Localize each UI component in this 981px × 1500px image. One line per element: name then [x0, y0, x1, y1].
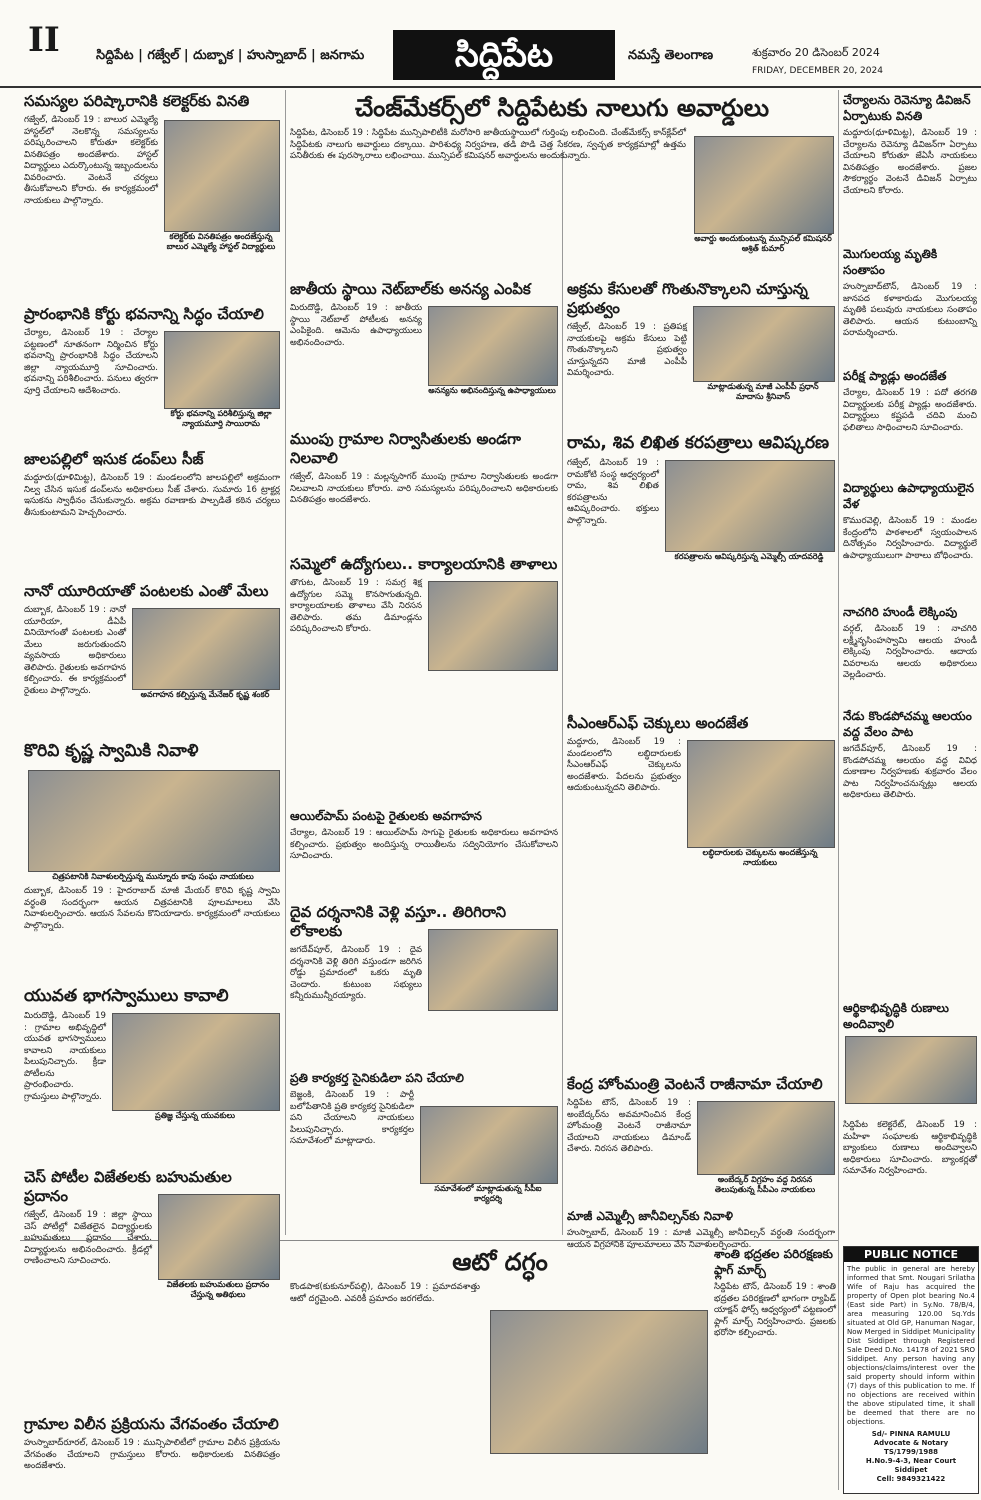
newspaper-brand: నమస్తే తెలంగాణ: [628, 48, 714, 63]
notice-title: PUBLIC NOTICE: [844, 1247, 978, 1262]
article-body: కొండపాక(కుకునూర్‌పల్లి), డిసెంబర్ 19 : ప్రమాదవశాత్తు ఆటో దగ్ధమైంది. ఎవరికీ ప్రమాదం జరగలేదు.: [290, 1282, 480, 1304]
edition-title: సిద్దిపేట: [393, 30, 615, 80]
photo-caption: అవార్డు అందుకుంటున్న మున్సిపల్ కమిషనర్ ఆశ్రిత్ కుమార్: [694, 234, 832, 253]
headline: యువత భాగస్వాములు కావాలి: [24, 986, 229, 1006]
news-photo: [132, 608, 280, 690]
headline: పరీక్ష ప్యాడ్లు అందజేత: [843, 369, 947, 383]
article-body: సిద్దిపేట, డిసెంబర్ 19 : సిద్దిపేట మున్సిపాలిటీకి మరోసారి జాతీయస్థాయిలో గుర్తింపు లభించింది. చేంజ్‌మేకర్స్ కాన్‌క్లేవ్‌లో సిద్దిపేటకు నాలుగు అవార్డులు దక్కాయి. పారిశుధ్య నిర్వహణ, తడి పొడి చెత్త సేకరణ, స్వచ్ఛత కార్యక్రమాల్లో ఉత్తమ పనితీరుకు ఈ పురస్కారాలు లభించాయి. మున్సిపల్ కమిషనర్ అవార్డులను అందుకున్నారు.: [290, 128, 686, 161]
news-photo: [693, 306, 835, 382]
news-photo: [697, 1101, 835, 1175]
article-false-cases: [290, 1070, 558, 1235]
article-body: బెజ్జంకి, డిసెంబర్ 19 : పార్టీ బలోపేతానికి ప్రతి కార్యకర్త సైనికుడిలా పని చేయాలని నాయకులు పిలుపునిచ్చారు. కార్యకర్తల సమావేశంలో మాట్లాడారు.: [290, 1090, 414, 1146]
article-students-teachers: [843, 480, 977, 600]
news-photo: [665, 460, 835, 552]
article-body: మద్దూరు(ధూళిమిట్ట), డిసెంబర్ 19 : మండలంలోని జాలపల్లిలో అక్రమంగా నిల్వ చేసిన ఇసుక డంప్‌లను అధికారులు సీజ్ చేశారు. సుమారు 16 ట్రాక్టర్ల ఇసుకను స్వాధీనం చేసుకున్నారు. అక్రమ రవాణాకు పాల్పడితే కఠిన చర్యలు తీసుకుంటామని హెచ్చరించారు.: [24, 473, 280, 518]
headline: శాంతి భద్రతల పరిరక్షణకు ఫ్లాగ్ మార్చ్: [714, 1247, 833, 1277]
page-number: II: [28, 20, 60, 60]
date-telugu: శుక్రవారం 20 డిసెంబర్ 2024: [752, 46, 880, 59]
news-photo: [845, 1036, 977, 1104]
article-submerged-villages: [290, 280, 558, 400]
photo-caption: సమావేశంలో మాట్లాడుతున్న సీపీఐ కార్యదర్శి: [434, 1184, 542, 1203]
headline: సమస్యల పరిష్కారానికి కలెక్టర్‌కు వినతి: [24, 92, 250, 110]
news-photo: [687, 740, 835, 848]
article-netball-selection: [843, 1000, 977, 1240]
headline: ఆయిల్‌పామ్ పంటపై రైతులకు అవగాహన: [290, 809, 482, 823]
article-hundi-count: [843, 604, 977, 704]
news-photo: [28, 770, 280, 872]
article-body: కొమురవెల్లి, డిసెంబర్ 19 : మండల కేంద్రంలోని పాఠశాలలో స్వయంపాలన దినోత్సవం నిర్వహించారు. విద్యార్థులే ఉపాధ్యాయులుగా పాఠాలు బోధించారు.: [843, 516, 977, 561]
article-auction: [843, 708, 977, 826]
headline: ఆటో దగ్ధం: [452, 1248, 548, 1276]
headline: సమ్మెలో ఉద్యోగులు.. కార్యాలయానికి తాళాలు: [290, 555, 558, 573]
article-revenue-division: [843, 92, 977, 242]
article-youth-participation: [24, 985, 280, 1165]
article-body: వర్గల్, డిసెంబర్ 19 : నాచగిరి లక్ష్మీనృసింహస్వామి ఆలయ హుండీ లెక్కింపు నిర్వహించారు. ఆదాయ వివరాలను ఆలయ అధికారులు వెల్లడించారు.: [843, 624, 977, 680]
article-body: చేర్యాల, డిసెంబర్ 19 : పదో తరగతి విద్యార్థులకు పరీక్ష ప్యాడ్లు అందజేశారు. విద్యార్థులు కష్టపడి చదివి మంచి ఫలితాలు సాధించాలని సూచించారు.: [843, 388, 977, 433]
article-body: జగదేవ్‌పూర్, డిసెంబర్ 19 : కొండపోచమ్మ ఆలయం వద్ద వివిధ దుకాణాల నిర్వహణకు శుక్రవారం వేలం పాట నిర్వహించనున్నట్లు ఆలయ అధికారులు తెలిపారు.: [843, 744, 977, 800]
headline: మాజీ ఎమ్మెల్సీ జానీవిల్సన్‌కు నివాళి: [567, 1209, 733, 1223]
article-condolence: [843, 246, 977, 364]
article-party-worker: [290, 903, 558, 1063]
headline: సీఎంఆర్‌ఎఫ్ చెక్కులు అందజేత: [567, 714, 749, 732]
photo-caption: కోర్టు భవనాన్ని పరిశీలిస్తున్న జిల్లా న్యాయమూర్తి సాయిరామ: [170, 409, 272, 428]
headline: రామ, శివ లిఖిత కరపత్రాలు ఆవిష్కరణ: [567, 433, 830, 453]
notice-signature: Sd/- PINNA RAMULU Advocate & Notary TS/1799/1988 H.No.9-4-3, Near Court Siddipet Cell: 9849321422: [865, 1430, 957, 1483]
article-body: హుస్నాబాద్, డిసెంబర్ 19 : మాజీ ఎమ్మెల్సీ జానీవిల్సన్ వర్ధంతి సందర్భంగా ఆయన విగ్రహానికి పూలమాలలు వేసి నివాళులర్పించారు.: [567, 1228, 835, 1250]
article-chess-prizes: [24, 1168, 280, 1310]
article-employees-strike: [290, 430, 558, 550]
lead-headline: చేంజ్‌మేకర్స్‌లో సిద్దిపేటకు నాలుగు అవార్డులు: [354, 94, 770, 122]
article-oilpalm-awareness: [290, 555, 558, 715]
article-body: దుబ్బాక, డిసెంబర్ 19 : హైదరాబాద్ మాజీ మేయర్ కొరివి కృష్ణ స్వామి వర్ధంతి సందర్భంగా ఆయన చిత్రపటానికి పూలమాలలు వేసి నివాళులర్పించారు. ఆయన సేవలను కొనియాడారు. కార్యక్రమంలో నాయకులు పాల్గొన్నారు.: [24, 886, 280, 931]
photo-caption: అంబేద్కర్ విగ్రహం వద్ద నిరసన తెలుపుతున్న సీపీఎం నాయకులు: [714, 1175, 816, 1194]
headline: మొగులయ్య మృతికి సంతాపం: [843, 247, 938, 277]
article-body: హుస్నాబాద్‌రూరల్, డిసెంబర్ 19 : మున్సిపాలిటీలో గ్రామాల విలీన ప్రక్రియను వేగవంతం చేయాలని గ్రామస్తులు కోరారు. అధికారులకు వినతిపత్రం అందజేశారు.: [24, 1438, 280, 1471]
notice-body: The public in general are hereby informed that Smt. Nougari Srilatha Wife of Raju has acquired the property of Open plot bearing No.4 (East side Part) in Sy.No. 78/B/4, area measuring 120.00 Sq.Yds situated at Old GP, Hanuman Nagar, Now Merged in Siddipet Municipality Dist Siddipet through Registered Sale Deed D.No. 14178 of 2021 SRO Siddipet. Any person having any objections/claims/interest over the said property should inform within (7) days of this publication to me. If no objections are received within the above stipulated time, it shall be deemed that there are no objections.: [847, 1265, 975, 1426]
news-photo: [694, 136, 834, 234]
article-pamphlet-release: [567, 280, 835, 430]
photo-caption: మాట్లాడుతున్న మాజీ ఎంపీపీ ప్రధాన్ మాదాసు శ్రీనివాస్: [707, 382, 819, 401]
article-body: హుస్నాబాద్‌టౌన్, డిసెంబర్ 19 : జానపద కళాకారుడు మొగులయ్య మృతికి పలువురు నాయకులు సంతాపం తెలిపారు. ఆయన కుటుంబాన్ని పరామర్శించారు.: [843, 282, 977, 338]
article-auto-fire: [567, 1205, 835, 1250]
article-body: గజ్వేల్, డిసెంబర్ 19 : ప్రతిపక్ష నాయకులపై అక్రమ కేసులు పెట్టి గొంతునొక్కాలని ప్రభుత్వం చూస్తున్నదని మాజీ ఎంపీపీ విమర్శించారు.: [567, 322, 687, 378]
headline: కేంద్ర హోంమంత్రి వెంటనే రాజీనామా చేయాలి: [567, 1075, 823, 1093]
headline: విద్యార్థులు ఉపాధ్యాయులైన వేళ: [843, 481, 975, 511]
article-flag-march: [290, 1246, 710, 1496]
article-body: తొగుట, డిసెంబర్ 19 : సమగ్ర శిక్ష ఉద్యోగుల సమ్మె కొనసాగుతున్నది. కార్యాలయాలకు తాళాలు వేసి నిరసన తెలిపారు. తమ డిమాండ్లను పరిష్కరించాలని కోరారు.: [290, 578, 422, 634]
article-body: మద్దూరు, డిసెంబర్ 19 : మండలంలోని లబ్ధిదారులకు సీఎంఆర్‌ఎఫ్ చెక్కులను అందజేశారు. పేదలను ప్రభుత్వం ఆదుకుంటున్నదని తెలిపారు.: [567, 737, 681, 793]
photo-caption: ప్రతిజ్ఞ చేస్తున్న యువకులు: [155, 1111, 235, 1120]
date-english: FRIDAY, DECEMBER 20, 2024: [752, 66, 883, 76]
photo-caption: కలెక్టర్‌కు వినతిపత్రం అందజేస్తున్న బాలుర ఎమ్మెల్యే హాస్టల్ విద్యార్థులు: [166, 232, 276, 251]
headline: నాచగిరి హుండీ లెక్కింపు: [843, 605, 958, 619]
article-janiwilson-tribute: [567, 1075, 835, 1205]
article-body: మద్దూరు(ధూళిమిట్ట), డిసెంబర్ 19 : చేర్యాలను రెవెన్యూ డివిజన్‌గా ఏర్పాటు చేయాలని కోరుతూ జేఏసీ నాయకులు వినతిపత్రం అందజేశారు. ప్రజల సౌకర్యార్థం వెంటనే డివిజన్ ఏర్పాటు చేయాలని కోరారు.: [843, 128, 977, 196]
article-home-minister-resign: [567, 714, 835, 914]
news-photo: [428, 306, 558, 386]
article-collector-petition: [24, 92, 280, 302]
article-court-building: [24, 305, 280, 445]
headline: ప్రతి కార్యకర్త సైనికుడిలా పని చేయాలి: [290, 1071, 464, 1085]
news-photo: [420, 1106, 558, 1184]
headline: అక్రమ కేసులతో గొంతునొక్కాలని చూస్తున్న ప్రభుత్వం: [567, 280, 808, 317]
article-sand-seize: [24, 450, 280, 580]
article-changemakers-awards: [290, 92, 834, 272]
public-notice: [843, 1246, 979, 1494]
headline: గ్రామాల విలీన ప్రక్రియను వేగవంతం చేయాలి: [24, 1415, 279, 1433]
article-road-accident: [290, 808, 558, 898]
article-body: గజ్వేల్, డిసెంబర్ 19 : బాలుర ఎమ్మెల్యే హాస్టల్‌లో నెలకొన్న సమస్యలను పరిష్కరించాలని కోరుతూ కలెక్టర్‌కు వినతిపత్రం అందజేశారు. హాస్టల్ విద్యార్థులు ఎదుర్కొంటున్న ఇబ్బందులను వివరించారు. వెంటనే చర్యలు తీసుకోవాలని కోరారు. ఈ కార్యక్రమంలో నాయకులు పాల్గొన్నారు.: [24, 115, 158, 206]
article-body: మిరుదొడ్డి, డిసెంబర్ 19 : జాతీయ స్థాయి నెట్‌బాల్ పోటీలకు అనన్య ఎంపికైంది. ఆమెను ఉపాధ్యాయులు అభినందించారు.: [290, 303, 422, 348]
news-photo: [428, 581, 558, 671]
district-list: సిద్దిపేట | గజ్వేల్ | దుబ్బాక | హుస్నాబాద్ | జనగామ: [96, 48, 365, 63]
photo-caption: విజేతలకు బహుమతులు ప్రదానం చేస్తున్న అతిథులు: [166, 1280, 270, 1299]
article-body: సిద్దిపేట కలెక్టరేట్, డిసెంబర్ 19 : మహిళా సంఘాలకు ఆర్థికాభివృద్ధికి బ్యాంకులు రుణాలు అందివ్వాలని అధికారులు సూచించారు. బ్యాంకర్లతో సమావేశం నిర్వహించారు.: [843, 1120, 977, 1176]
news-photo: [428, 929, 558, 1011]
article-body: గజ్వేల్, డిసెంబర్ 19 : రామకోటి సంస్థ ఆధ్వర్యంలో రామ, శివ లిఖిత కరపత్రాలను ఆవిష్కరించారు. భక్తులు పాల్గొన్నారు.: [567, 458, 659, 526]
headline: చెస్ పోటీల విజేతలకు బహుమతుల ప్రదానం: [24, 1168, 232, 1205]
headline: చేర్యాలను రెవెన్యూ డివిజన్ ఏర్పాటుకు వినతి: [843, 93, 971, 123]
article-korivi-tribute: [24, 740, 280, 980]
headline: జాలపల్లిలో ఇసుక డంప్‌లు సీజ్: [24, 450, 204, 468]
news-photo: [164, 120, 280, 232]
article-body: గజ్వేల్, డిసెంబర్ 19 : జిల్లా స్థాయి చెస్ పోటీల్లో విజేతలైన విద్యార్థులకు బహుమతులు ప్రదానం చేశారు. విద్యార్థులను అభినందించారు. క్రీడల్లో రాణించాలని సూచించారు.: [24, 1210, 152, 1266]
article-body: మిరుదొడ్డి, డిసెంబర్ 19 : గ్రామాల అభివృద్ధిలో యువత భాగస్వాములు కావాలని నాయకులు పిలుపునిచ్చారు. క్రీడా పోటీలను ప్రారంభించారు. గ్రామస్తులు పాల్గొన్నారు.: [24, 1011, 106, 1102]
article-body: దుబ్బాక, డిసెంబర్ 19 : నానో యూరియా, డీఏపీ వినియోగంతో పంటలకు ఎంతో మేలు జరుగుతుందని వ్యవసాయ అధికారులు తెలిపారు. రైతులకు అవగాహన కల్పించారు. ఈ కార్యక్రమంలో రైతులు పాల్గొన్నారు.: [24, 605, 126, 696]
article-nano-urea: [24, 582, 280, 732]
photo-caption: అనన్యను అభినందిస్తున్న ఉపాధ్యాయులు: [428, 386, 556, 395]
photo-caption: లబ్ధిదారులకు చెక్కులను అందజేస్తున్న నాయకులు: [702, 848, 818, 867]
headline: జాతీయ స్థాయి నెట్‌బాల్‌కు అనన్య ఎంపిక: [290, 280, 531, 298]
article-body: సిద్దిపేట టౌన్, డిసెంబర్ 19 : అంబేద్కర్‌ను అవమానించిన కేంద్ర హోంమంత్రి వెంటనే రాజీనామా చేయాలని నాయకులు డిమాండ్ చేశారు. నిరసన తెలిపారు.: [567, 1098, 691, 1154]
photo-caption: కరపత్రాలను ఆవిష్కరిస్తున్న ఎమ్మెల్సీ యాదవరెడ్డి: [674, 552, 824, 561]
news-photo: [164, 331, 280, 409]
headline: నానో యూరియాతో పంటలకు ఎంతో మేలు: [24, 582, 269, 600]
article-body: సిద్దిపేట టౌన్, డిసెంబర్ 19 : శాంతి భద్రతల పరిరక్షణలో భాగంగా ర్యాపిడ్ యాక్షన్ ఫోర్స్ ఆధ్వర్యంలో పట్టణంలో ఫ్లాగ్ మార్చ్ నిర్వహించారు. ప్రజలకు భరోసా కల్పించారు.: [714, 1282, 836, 1338]
headline: కొరివి కృష్ణ స్వామికి నివాళి: [24, 741, 199, 761]
article-body: చేర్యాల, డిసెంబర్ 19 : చేర్యాల పట్టణంలో నూతనంగా నిర్మించిన కోర్టు భవనాన్ని ప్రారంభానికి సిద్ధం చేయాలని జిల్లా న్యాయమూర్తి సూచించారు. భవనాన్ని పరిశీలించారు. పనులు త్వరగా పూర్తి చేయాలని ఆదేశించారు.: [24, 328, 158, 396]
headline: ఆర్థికాభివృద్ధికి రుణాలు అందివ్వాలి: [843, 1001, 949, 1031]
photo-caption: అవగాహన కల్పిస్తున్న మేనేజర్ కృష్ణ శంకర్: [140, 690, 270, 699]
headline: ముంపు గ్రామాల నిర్వాసితులకు అండగా నిలవాలి: [290, 430, 521, 467]
headline: ప్రారంభానికి కోర్టు భవనాన్ని సిద్ధం చేయాలి: [24, 305, 264, 323]
news-photo: [112, 1013, 280, 1111]
photo-caption: చిత్రపటానికి నివాళులర్పిస్తున్న మున్నూరు కాపు సంఘ నాయకులు: [52, 872, 254, 881]
news-photo: [490, 1310, 708, 1454]
article-loans: [714, 1246, 836, 1496]
article-village-merger: [24, 1415, 280, 1495]
article-body: గజ్వేల్, డిసెంబర్ 19 : మల్లన్నసాగర్ ముంపు గ్రామాల నిర్వాసితులకు అండగా నిలవాలని నాయకులు కోరారు. వారి సమస్యలను పరిష్కరించాలని అధికారులకు వినతిపత్రం అందజేశారు.: [290, 472, 558, 505]
headline: నేడు కొండపోచమ్మ ఆలయం వద్ద వేలం పాట: [843, 709, 972, 739]
masthead: [0, 0, 981, 88]
headline: దైవ దర్శనానికి వెళ్లి వస్తూ.. తిరిగిరాని లోకాలకు: [290, 903, 507, 940]
article-body: చేర్యాల, డిసెంబర్ 19 : ఆయిల్‌పామ్ సాగుపై రైతులకు అధికారులు అవగాహన కల్పించారు. ప్రభుత్వం అందిస్తున్న రాయితీలను సద్వినియోగం చేసుకోవాలని సూచించారు.: [290, 828, 558, 861]
news-photo: [158, 1194, 280, 1280]
article-exam-pads: [843, 368, 977, 476]
article-body: జగదేవ్‌పూర్, డిసెంబర్ 19 : దైవ దర్శనానికి వెళ్లి తిరిగి వస్తుండగా జరిగిన రోడ్డు ప్రమాదంలో ఒకరు మృతి చెందారు. కుటుంబ సభ్యులు కన్నీరుమున్నీరయ్యారు.: [290, 945, 422, 1001]
article-cmrf-cheques: [567, 432, 835, 582]
